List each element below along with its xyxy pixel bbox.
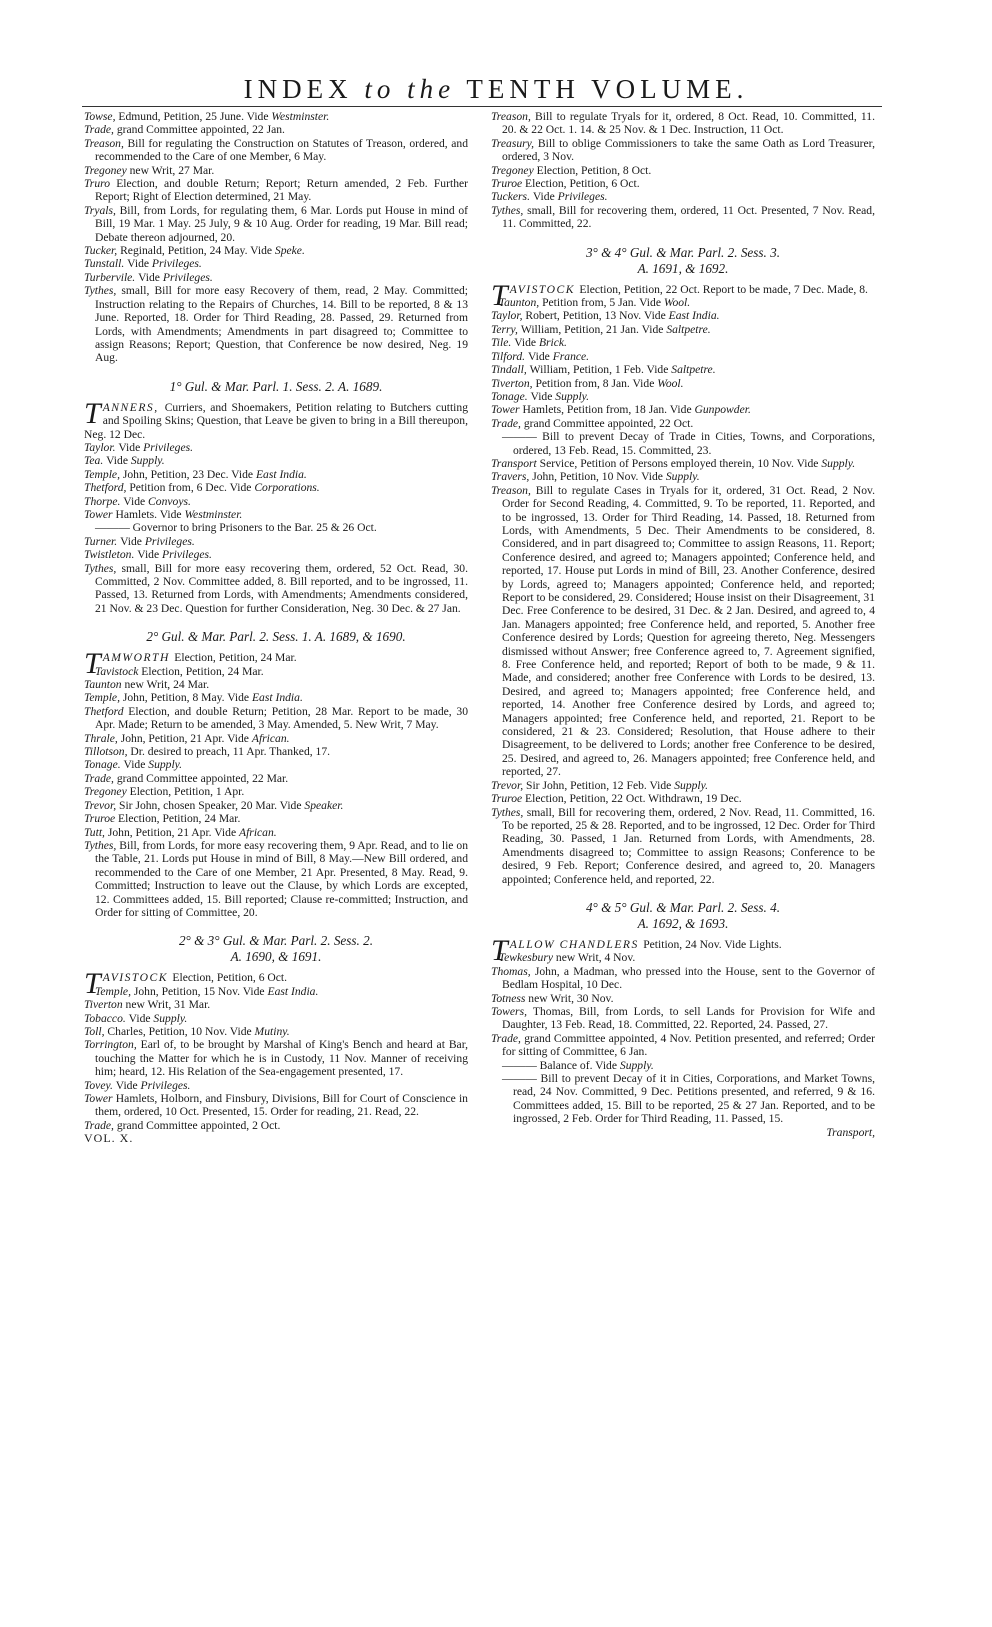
entry-vide-ref: Privileges.	[140, 1078, 191, 1092]
entry-headword: Taunton,	[498, 296, 543, 310]
index-entry	[491, 430, 875, 457]
entry-headword: Thetford	[84, 704, 129, 718]
entry-vide-ref: Supply.	[148, 758, 183, 772]
entry-vide-ref: Westminster.	[184, 507, 243, 521]
entry-headword: Tavistock	[95, 664, 142, 678]
entry-vide-ref: Supply.	[130, 454, 165, 468]
entry-headword: Truroe	[491, 177, 526, 191]
entry-vide-ref: Brick.	[538, 336, 567, 350]
entry-text: Vide	[127, 257, 152, 271]
index-entry	[84, 284, 468, 364]
entry-vide-ref: Corporations.	[254, 481, 320, 495]
index-entry	[84, 441, 468, 454]
entry-text: Robert, Petition, 13 Nov. Vide	[525, 309, 669, 323]
entry-headword: Temple,	[95, 984, 134, 998]
index-entry	[84, 481, 468, 494]
index-entry	[84, 1079, 468, 1092]
entry-headword: Tile.	[491, 336, 515, 350]
index-entry	[491, 204, 875, 231]
entry-text: John, a Madman, who pressed into the House, sent to the Governor of Bedlam Hospital, 10 Dec.	[502, 964, 875, 992]
section-2-list	[84, 665, 468, 920]
entry-headword: Thetford,	[84, 481, 130, 495]
index-entry	[84, 1119, 468, 1132]
section-5-list	[491, 951, 875, 1125]
entry-vide-ref: Westminster.	[271, 110, 330, 123]
entry-headword: Twistleton.	[84, 548, 138, 562]
entry-headword: Torrington,	[84, 1038, 141, 1052]
entry-text: John, Petition, 21 Apr. Vide	[107, 825, 239, 839]
entry-headword: Tower	[491, 403, 523, 417]
entry-headword: Truro	[84, 177, 117, 191]
lead-text: Curriers, and Shoemakers, Petition relating to Butchers cutting and Spoiling Skins; Question, that Leave be given to bring in a Bill thereupon, Neg. 12 Dec.	[84, 400, 468, 441]
entry-headword: Taylor.	[84, 440, 119, 454]
index-entry	[491, 951, 875, 964]
entry-vide-ref: Supply.	[674, 778, 709, 792]
entry-text: Petition from, 5 Jan. Vide	[542, 296, 664, 310]
index-entry	[84, 495, 468, 508]
entry-headword: Trade,	[84, 1118, 117, 1132]
entry-headword: Treason,	[491, 110, 536, 123]
index-entry	[491, 457, 875, 470]
index-entry	[84, 705, 468, 732]
index-entry	[491, 806, 875, 886]
entry-text: Vide	[123, 494, 149, 508]
header-to-the: to the	[364, 74, 456, 104]
index-entry	[491, 470, 875, 483]
section-title-4a: 3° & 4° Gul. & Mar. Parl. 2. Sess. 3.	[585, 244, 781, 260]
entry-vide-ref: Privileges.	[143, 440, 194, 454]
right-intro-list	[491, 110, 875, 231]
entry-headword: Treason,	[84, 136, 128, 150]
entry-headword: Trade,	[491, 416, 524, 430]
entry-headword: Tythes,	[84, 561, 122, 575]
entry-text: Vide	[530, 389, 556, 403]
entry-headword: Taylor,	[491, 309, 526, 323]
entry-vide-ref: Privileges.	[162, 270, 213, 284]
entry-headword: Thomas,	[491, 964, 535, 978]
index-entry	[84, 508, 468, 521]
entry-headword: Tonage.	[491, 389, 531, 403]
entry-headword: Trevor,	[84, 798, 120, 812]
index-entry	[84, 454, 468, 467]
entry-vide-ref: Convoys.	[148, 494, 191, 508]
entry-text: Petition from, 8 Jan. Vide	[535, 376, 658, 390]
index-entry	[84, 521, 468, 534]
entry-vide-ref: Mutiny.	[254, 1024, 290, 1038]
entry-headword: Towers,	[491, 1004, 533, 1018]
drop-cap: T	[491, 933, 508, 967]
entry-text: Dr. desired to preach, 11 Apr. Thanked, 17.	[130, 745, 331, 759]
entry-text: John, Petition, 10 Nov. Vide	[532, 470, 666, 484]
entry-headword: Tucker,	[84, 244, 121, 258]
entry-text: Vide	[115, 1078, 141, 1092]
entry-headword: Tythes,	[84, 284, 122, 298]
entry-text: Election, Petition, 6 Oct.	[525, 177, 640, 191]
entry-vide-ref: Speaker.	[304, 798, 344, 812]
entry-vide-ref: Supply.	[555, 389, 590, 403]
entry-headword: Temple,	[84, 467, 123, 481]
index-entry	[84, 271, 468, 284]
entry-vide-ref: East India.	[267, 984, 319, 998]
entry-text: John, Petition, 8 May. Vide	[122, 691, 252, 705]
entry-text: small, Bill for recovering them, ordered, 2 Nov. Read, 11. Committed, 16. To be reported, 25 & 28. Reported, and to be ingrossed, 12 Dec. Order for Third Reading, 30. Passed, 1 Jan. Returned from Lords, with Amendments, 28. Amendments disagreed to; Committee to assign Reasons; Conference to be desired, 9 Feb. Report; Conference desired, and agreed to, 20. Managers appointed; Conference held, and reported, 22.	[502, 805, 875, 886]
entry-headword: Treason,	[491, 483, 536, 497]
index-entry	[491, 1032, 875, 1059]
index-entry	[491, 390, 875, 403]
index-entry	[84, 785, 468, 798]
entry-text: Edmund, Petition, 25 June. Vide	[118, 110, 272, 123]
entry-text: John, Petition, 21 Apr. Vide	[120, 731, 252, 745]
index-entry	[84, 548, 468, 561]
entry-text: Hamlets. Vide	[115, 507, 185, 521]
index-entry	[491, 417, 875, 430]
entry-headword: Tower	[84, 507, 116, 521]
index-entry	[84, 1038, 468, 1078]
entry-headword: Temple,	[84, 691, 123, 705]
entry-text: Hamlets, Petition from, 18 Jan. Vide	[522, 403, 695, 417]
entry-text: Earl of, to be brought by Marshal of King's Bench and heard at Bar, touching the Matter for which he is in Custody, 11 Nov. Manner of receiving him; heard, 12. His Relation of the Sea-engagement presented, 17.	[95, 1038, 468, 1079]
entry-headword: Turner.	[84, 534, 121, 548]
entry-text: new Writ, 30 Nov.	[528, 991, 614, 1005]
entry-vide-ref: African.	[251, 731, 290, 745]
index-entry	[84, 468, 468, 481]
entry-vide-ref: Wool.	[663, 296, 691, 310]
entry-vide-ref: African.	[239, 825, 277, 839]
entry-text: Charles, Petition, 10 Nov. Vide	[107, 1024, 255, 1038]
entry-headword: Towse,	[84, 110, 119, 123]
entry-text: new Writ, 4 Nov.	[555, 951, 636, 965]
entry-text: Election, Petition, 1 Apr.	[129, 785, 245, 799]
entry-headword: Turbervile.	[84, 270, 139, 284]
left-column	[84, 110, 468, 1146]
entry-headword: Taunton	[84, 678, 125, 692]
entry-headword: Trevor,	[491, 778, 527, 792]
entry-headword: Tuckers.	[491, 190, 533, 204]
index-entry	[84, 204, 468, 244]
entry-headword: Tower	[84, 1092, 116, 1105]
index-entry	[491, 992, 875, 1005]
index-entry	[491, 190, 875, 203]
catchword: Transport,	[826, 1125, 875, 1139]
entry-text: Vide	[532, 190, 558, 204]
entry-headword: Tovey.	[84, 1078, 116, 1092]
section-title-2: 2° Gul. & Mar. Parl. 2. Sess. 1. A. 1689, & 1690.	[146, 629, 406, 645]
entry-text: William, Petition, 1 Feb. Vide	[529, 363, 672, 377]
index-entry	[491, 177, 875, 190]
entry-headword: Tindall,	[491, 363, 530, 377]
entry-vide-ref: Privileges.	[557, 190, 608, 204]
entry-headword: Tea.	[84, 454, 107, 468]
section-title-3b: A. 1690, & 1691.	[230, 949, 322, 965]
index-entry	[84, 758, 468, 771]
index-entry	[84, 177, 468, 204]
index-entry	[84, 1012, 468, 1025]
lead-word: ALLOW CHANDLERS	[509, 937, 644, 951]
index-entry	[491, 350, 875, 363]
entry-vide-ref: Privileges.	[151, 257, 202, 271]
left-intro-list	[84, 110, 468, 365]
index-entry	[491, 1059, 875, 1072]
entry-text: Election, and double Return; Report; Return amended, 2 Feb. Further Report; Right of Election determined, 21 May.	[95, 177, 468, 204]
entry-text: ——— Governor to bring Prisoners to the Bar. 25 & 26 Oct.	[95, 521, 377, 535]
lead-word: ANNERS,	[102, 400, 165, 414]
entry-headword: Tiverton,	[491, 376, 536, 390]
entry-text: William, Petition, 21 Jan. Vide	[520, 322, 667, 336]
entry-headword: Trade,	[84, 771, 117, 785]
entry-text: grand Committee appointed, 22 Mar.	[116, 771, 289, 785]
entry-headword: Tregoney	[84, 785, 130, 799]
section-4-list	[491, 296, 875, 886]
entry-text: Election, Petition, 22 Oct. Withdrawn, 19 Dec.	[525, 792, 742, 806]
entry-text: Thomas, Bill, from Lords, to sell Lands for Provision for Wife and Daughter, 13 Feb. Read, 18. Committed, 22. Reported, 24. Passed, 27.	[502, 1004, 875, 1032]
entry-text: Election, and double Return; Petition, 28 Mar. Report to be made, 30 Apr. Made; Return to be amended, 3 May. Amended, 5. New Writ, 7 May.	[95, 704, 468, 732]
entry-vide-ref: Privileges.	[162, 548, 212, 562]
index-entry	[84, 678, 468, 691]
index-entry	[491, 403, 875, 416]
entry-text: Service, Petition of Persons employed therein, 10 Nov. Vide	[539, 456, 822, 470]
entry-text: Bill, from Lords, for regulating them, 6 Mar. Lords put House in mind of Bill, 19 Mar. 1 May. 25 July, 9 & 10 Aug. Order for reading, 19 Mar. Bill read; Debate thereon adjourned, 20.	[95, 203, 468, 244]
entry-vide-ref: Supply.	[821, 456, 856, 470]
entry-text: small, Bill for more easy Recovery of them, read, 2 May. Committed; Instruction relating to the Repairs of Churches, 14. Bill to be reported, 8 & 13 June. Reported, 18. Order for Third Reading, 28. Passed, 29. Returned from Lords, with Amendments; Amendments in part disagreed to; Committee to assign Reasons; Report; Question, that Conference be now desired, Neg. 19 Aug.	[95, 284, 468, 365]
lead-word: AMWORTH	[102, 651, 175, 665]
index-entry	[84, 1025, 468, 1038]
entry-text: Bill to oblige Commissioners to take the same Oath as Lord Treasurer, ordered, 3 Nov.	[502, 136, 875, 164]
entry-vide-ref: Wool.	[657, 376, 684, 390]
entry-text: new Writ, 27 Mar.	[129, 163, 215, 177]
entry-text: John, Petition, 15 Nov. Vide	[133, 984, 268, 998]
entry-headword: Transport	[491, 456, 540, 470]
entry-text: new Writ, 24 Mar.	[124, 678, 210, 692]
entry-text: Vide	[138, 270, 163, 284]
entry-text: ——— Bill to prevent Decay of it in Cities, Corporations, and Market Towns, read, 24 Nov. Committed, 9 Dec. Petitions presented, and referred, 9 & 16. Committees added, 15. Bill to be reported, 25 & 27 Jan. Reported, and to be ingrossed, 2 Feb. Order for Third Reading, 11. Passed, 15.	[502, 1072, 875, 1126]
entry-text: Sir John, Petition, 12 Feb. Vide	[526, 778, 675, 792]
drop-cap: T	[491, 278, 508, 312]
entry-headword: Terry,	[491, 322, 521, 336]
entry-text: Vide	[106, 454, 131, 468]
entry-headword: Tillotson,	[84, 745, 131, 759]
entry-vide-ref: East India.	[668, 309, 720, 323]
entry-text: ——— Bill to prevent Decay of Trade in Cities, Towns, and Corporations, ordered, 13 Feb. Read, 15. Committed, 23.	[502, 430, 875, 457]
index-entry	[84, 110, 468, 123]
entry-vide-ref: Supply.	[619, 1058, 654, 1072]
index-entry	[84, 826, 468, 839]
index-entry	[84, 691, 468, 704]
entry-headword: Thorpe.	[84, 494, 124, 508]
entry-text: grand Committee appointed, 2 Oct.	[116, 1118, 281, 1132]
entry-vide-ref: France.	[552, 349, 590, 363]
index-entry	[84, 732, 468, 745]
drop-cap: T	[84, 396, 101, 430]
lead-word: AVISTOCK	[102, 971, 173, 985]
entry-headword: Toll,	[84, 1024, 108, 1038]
index-entry	[84, 812, 468, 825]
index-entry	[491, 484, 875, 779]
section-title-5a: 4° & 5° Gul. & Mar. Parl. 2. Sess. 4.	[585, 899, 781, 915]
entry-headword: Tilford.	[491, 349, 528, 363]
index-entry	[84, 745, 468, 758]
header-rule	[82, 106, 882, 107]
entry-headword: Tunstall.	[84, 257, 128, 271]
entry-vide-ref: Privileges.	[144, 534, 195, 548]
header-tenth-volume: TENTH VOLUME.	[466, 74, 749, 104]
lead-text: Election, Petition, 24 Mar.	[174, 651, 297, 665]
index-entry	[491, 377, 875, 390]
entry-text: Reginald, Petition, 24 May. Vide	[120, 244, 275, 258]
entry-headword: Tutt,	[84, 825, 108, 839]
drop-cap: T	[84, 967, 101, 1001]
index-entry	[84, 772, 468, 785]
entry-text: small, Bill for recovering them, ordered, 11 Oct. Presented, 7 Nov. Read, 11. Committed, 22.	[502, 203, 875, 231]
index-entry	[491, 363, 875, 376]
entry-text: Election, Petition, 8 Oct.	[536, 163, 652, 177]
entry-headword: Tonage.	[84, 758, 124, 772]
index-entry	[84, 985, 468, 998]
entry-headword: Trade,	[84, 123, 117, 137]
entry-vide-ref: Saltpetre.	[671, 363, 716, 377]
entry-vide-ref: East India.	[251, 691, 303, 705]
index-entry	[84, 123, 468, 136]
entry-headword: Totness	[491, 991, 529, 1005]
entry-vide-ref: Speke.	[274, 244, 305, 258]
drop-cap: T	[84, 647, 101, 681]
header-index: INDEX	[243, 74, 353, 104]
entry-text: Bill to regulate Cases in Tryals for it, ordered, 31 Oct. Read, 2 Nov. Order for Second Reading, 4. Committed, 9. To be reported, 11. Reported, and to be ingrossed, 13. Order for Third Reading, 14. Passed, 18. Returned from Lords, with Amendments, 5 Dec. Their Amendments to be considered, 8. Considered, and in part disagreed to; Committee to assign Reasons, 11. Report; Conference desired, and agreed to; Managers appointed; Conference held, and reported, 17. House put Lords in mind of Bill, 23. Another Conference, desired by Lords, agreed to; Managers appointed; Conference held, and reported; Report to be considered, 29. Considered; House insist on their Disagreement, 31 Dec. Free Conference to be desired, 31 Dec. & 2 Jan. Desired, and agreed to, 4 Jan. Managers appointed; free Conference held, and reported, 5. Another free Conference desired by Lords; Question for agreeing thereto, Neg. Messengers dismissed without Answer; free Conference agreed to, 7. Agreement signified, 8. Free Conference held, and reported; Report of both to be made, 9 & 11. Made, and considered; another free Conference with Lords to be desired, 13. Desired, and agreed to; Managers appointed; free Conference held, and reported, 14. Another free Conference desired by Lords, and agreed to; Managers appointed; free Conference held, and reported, 21. Report to be considered, 21 & 23. Considered; Resolution, that House adhere to their Disagreement, to be delivered to Lords; another free Conference to be desired, 25. Desired, and agreed to, 26. Managers appointed; free Conference held, and reported, 27.	[502, 483, 875, 779]
entry-headword: Trade,	[491, 1031, 525, 1045]
entry-headword: Tythes,	[84, 838, 120, 852]
section-title-1: 1° Gul. & Mar. Parl. 1. Sess. 2. A. 1689.	[169, 378, 383, 394]
index-entry	[84, 244, 468, 257]
entry-text: ——— Balance of. Vide	[502, 1058, 620, 1072]
entry-vide-ref: Gunpowder.	[694, 403, 751, 417]
entry-text: Vide	[527, 349, 553, 363]
entry-headword: Tobacco.	[84, 1011, 129, 1025]
entry-headword: Tiverton	[84, 998, 126, 1012]
index-entry	[84, 665, 468, 678]
entry-text: Vide	[128, 1011, 154, 1025]
entry-headword: Treasury,	[491, 136, 538, 150]
entry-headword: Tryals,	[84, 203, 120, 217]
entry-headword: Tythes,	[491, 203, 528, 217]
lead-text: Petition, 24 Nov. Vide Lights.	[643, 937, 782, 951]
index-entry	[491, 792, 875, 805]
entry-headword: Thrale,	[84, 731, 121, 745]
entry-text: Election, Petition, 24 Mar.	[141, 664, 264, 678]
entry-text: grand Committee appointed, 22 Oct.	[523, 416, 694, 430]
entry-text: Bill to regulate Tryals for it, ordered, 8 Oct. Read, 10. Committed, 11. 20. & 22 Oct. 1. 14. & 25 Nov. & 1 Dec. Instruction, 11 Oct.	[502, 110, 875, 137]
entry-text: Election, Petition, 24 Mar.	[118, 812, 241, 826]
entry-text: small, Bill for more easy recovering them, ordered, 52 Oct. Read, 30. Committed, 2 Nov. Committee added, 8. Bill reported, and to be ingrossed, 11. Passed, 13. Returned from Lords, with Amendments; Amendments considered, 21 Nov. & 23 Dec. Question for further Consideration, Neg. 30 Dec. & 27 Jan.	[95, 561, 468, 615]
index-entry	[491, 1005, 875, 1032]
entry-headword: Truroe	[491, 792, 526, 806]
index-entry	[491, 1072, 875, 1126]
right-column	[491, 110, 875, 1139]
entry-text: new Writ, 31 Mar.	[125, 998, 211, 1012]
entry-text: Vide	[120, 534, 145, 548]
lead-text: Election, Petition, 22 Oct. Report to be made, 7 Dec. Made, 8.	[579, 282, 868, 296]
section-1-list	[84, 441, 468, 615]
volume-mark: VOL. X.	[84, 1131, 134, 1146]
index-entry	[491, 309, 875, 322]
index-entry	[491, 296, 875, 309]
entry-text: Hamlets, Holborn, and Finsbury, Divisions, Bill for Court of Conscience in them, ordered, 10 Oct. Presented, 15. Order for reading, 21. Read, 22.	[95, 1092, 468, 1119]
entry-vide-ref: East India.	[255, 467, 307, 481]
entry-headword: Travers,	[491, 470, 533, 484]
index-entry	[491, 110, 875, 137]
index-entry	[491, 323, 875, 336]
index-entry	[491, 779, 875, 792]
entry-text: Vide	[137, 548, 163, 562]
entry-text: grand Committee appointed, 22 Jan.	[116, 123, 285, 137]
entry-headword: Tewkesbury	[498, 951, 556, 965]
entry-vide-ref: Supply.	[665, 470, 700, 484]
index-entry	[84, 535, 468, 548]
index-entry	[84, 137, 468, 164]
index-entry	[491, 164, 875, 177]
section-title-3a: 2° & 3° Gul. & Mar. Parl. 2. Sess. 2.	[178, 933, 374, 949]
entry-headword: Truroe	[84, 812, 119, 826]
entry-text: Petition from, 6 Dec. Vide	[129, 481, 255, 495]
entry-text: Vide	[118, 440, 144, 454]
index-entry	[84, 1092, 468, 1119]
entry-headword: Tregoney	[491, 163, 537, 177]
section-title-4b: A. 1691, & 1692.	[637, 260, 729, 276]
index-entry	[84, 257, 468, 270]
section-title-5b: A. 1692, & 1693.	[637, 915, 729, 931]
entry-vide-ref: Saltpetre.	[666, 322, 711, 336]
section-3-list	[84, 985, 468, 1132]
entry-vide-ref: Supply.	[153, 1011, 188, 1025]
index-entry	[84, 562, 468, 616]
index-entry	[84, 164, 468, 177]
entry-text: Sir John, chosen Speaker, 20 Mar. Vide	[119, 798, 305, 812]
lead-word: AVISTOCK	[509, 282, 580, 296]
index-entry	[84, 799, 468, 812]
index-entry	[491, 965, 875, 992]
entry-headword: Tythes,	[491, 805, 527, 819]
index-entry	[84, 998, 468, 1011]
section-lead-entry	[84, 396, 468, 441]
page-header	[0, 74, 992, 104]
lead-text: Election, Petition, 6 Oct.	[172, 971, 288, 985]
entry-text: Bill, from Lords, for more easy recovering them, 9 Apr. Read, and to lie on the Table, 21. Lords put House in mind of Bill, 8 May.—New Bill ordered, and recommended to the Care of one Member, 21 Apr. Presented, 8 May. Read, 9. Committed; Instruction to leave out the Clause, by which Lords are excepted, 12. Committees added, 15. Bill reported; Clause re-committed; Instruction, and Order for sitting of Committee, 20.	[95, 838, 468, 919]
entry-text: John, Petition, 23 Dec. Vide	[122, 467, 256, 481]
entry-headword: Tregoney	[84, 163, 130, 177]
index-entry	[84, 839, 468, 919]
entry-text: Bill for regulating the Construction on Statutes of Treason, ordered, and recommended to the Care of one Member, 6 May.	[95, 136, 468, 164]
index-entry	[491, 336, 875, 349]
entry-text: grand Committee appointed, 4 Nov. Petition presented, and referred; Order for sitting of Committee, 6 Jan.	[502, 1031, 875, 1059]
entry-text: Vide	[123, 758, 149, 772]
entry-text: Vide	[514, 336, 539, 350]
index-entry	[491, 137, 875, 164]
